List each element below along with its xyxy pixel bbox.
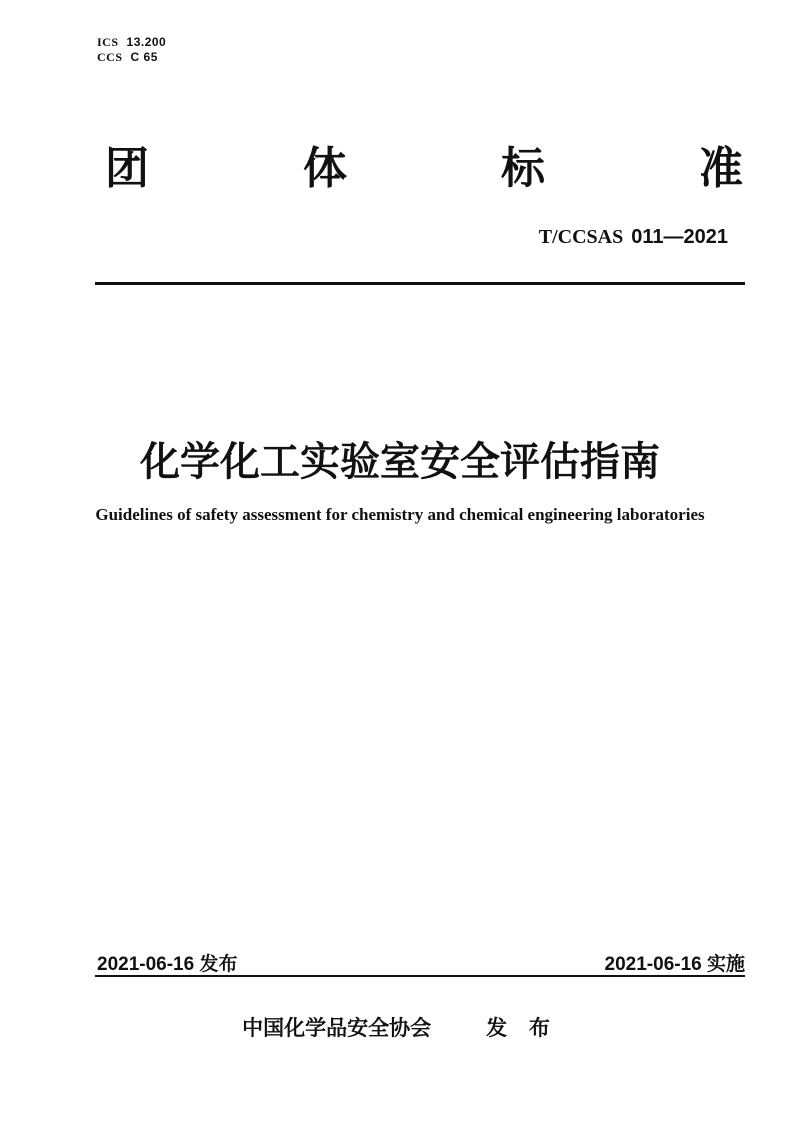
main-title-english: Guidelines of safety assessment for chemistry and chemical engineering laboratories <box>95 505 705 524</box>
implement-date: 2021-06-16 实施 <box>604 954 745 975</box>
ccs-line <box>97 50 166 65</box>
issue-date: 2021-06-16 发布 <box>97 954 238 975</box>
doc-type-char: 体 <box>303 144 347 193</box>
ccs-label: CCS <box>97 50 123 64</box>
standard-number-value: 011—2021 <box>631 226 728 248</box>
ics-line <box>97 35 166 50</box>
dates-row <box>97 949 745 976</box>
ics-value: 13.200 <box>126 35 167 49</box>
standard-number <box>539 226 728 249</box>
main-title-chinese: 化学化工实验室安全评估指南 <box>140 440 660 484</box>
document-type-heading <box>105 143 743 196</box>
doc-type-char: 标 <box>501 144 545 193</box>
doc-type-char: 准 <box>699 144 743 193</box>
bottom-horizontal-rule <box>95 975 745 977</box>
publish-label: 发 布 <box>486 1017 558 1040</box>
doc-type-char: 团 <box>105 144 149 193</box>
standard-number-prefix: T/CCSAS <box>538 226 624 248</box>
publisher-row <box>0 1012 800 1042</box>
publisher-name: 中国化学品安全协会 <box>242 1017 432 1040</box>
ccs-value: C 65 <box>130 50 158 64</box>
top-horizontal-rule <box>95 282 745 285</box>
classification-codes <box>97 35 166 65</box>
ics-label: ICS <box>97 35 119 49</box>
